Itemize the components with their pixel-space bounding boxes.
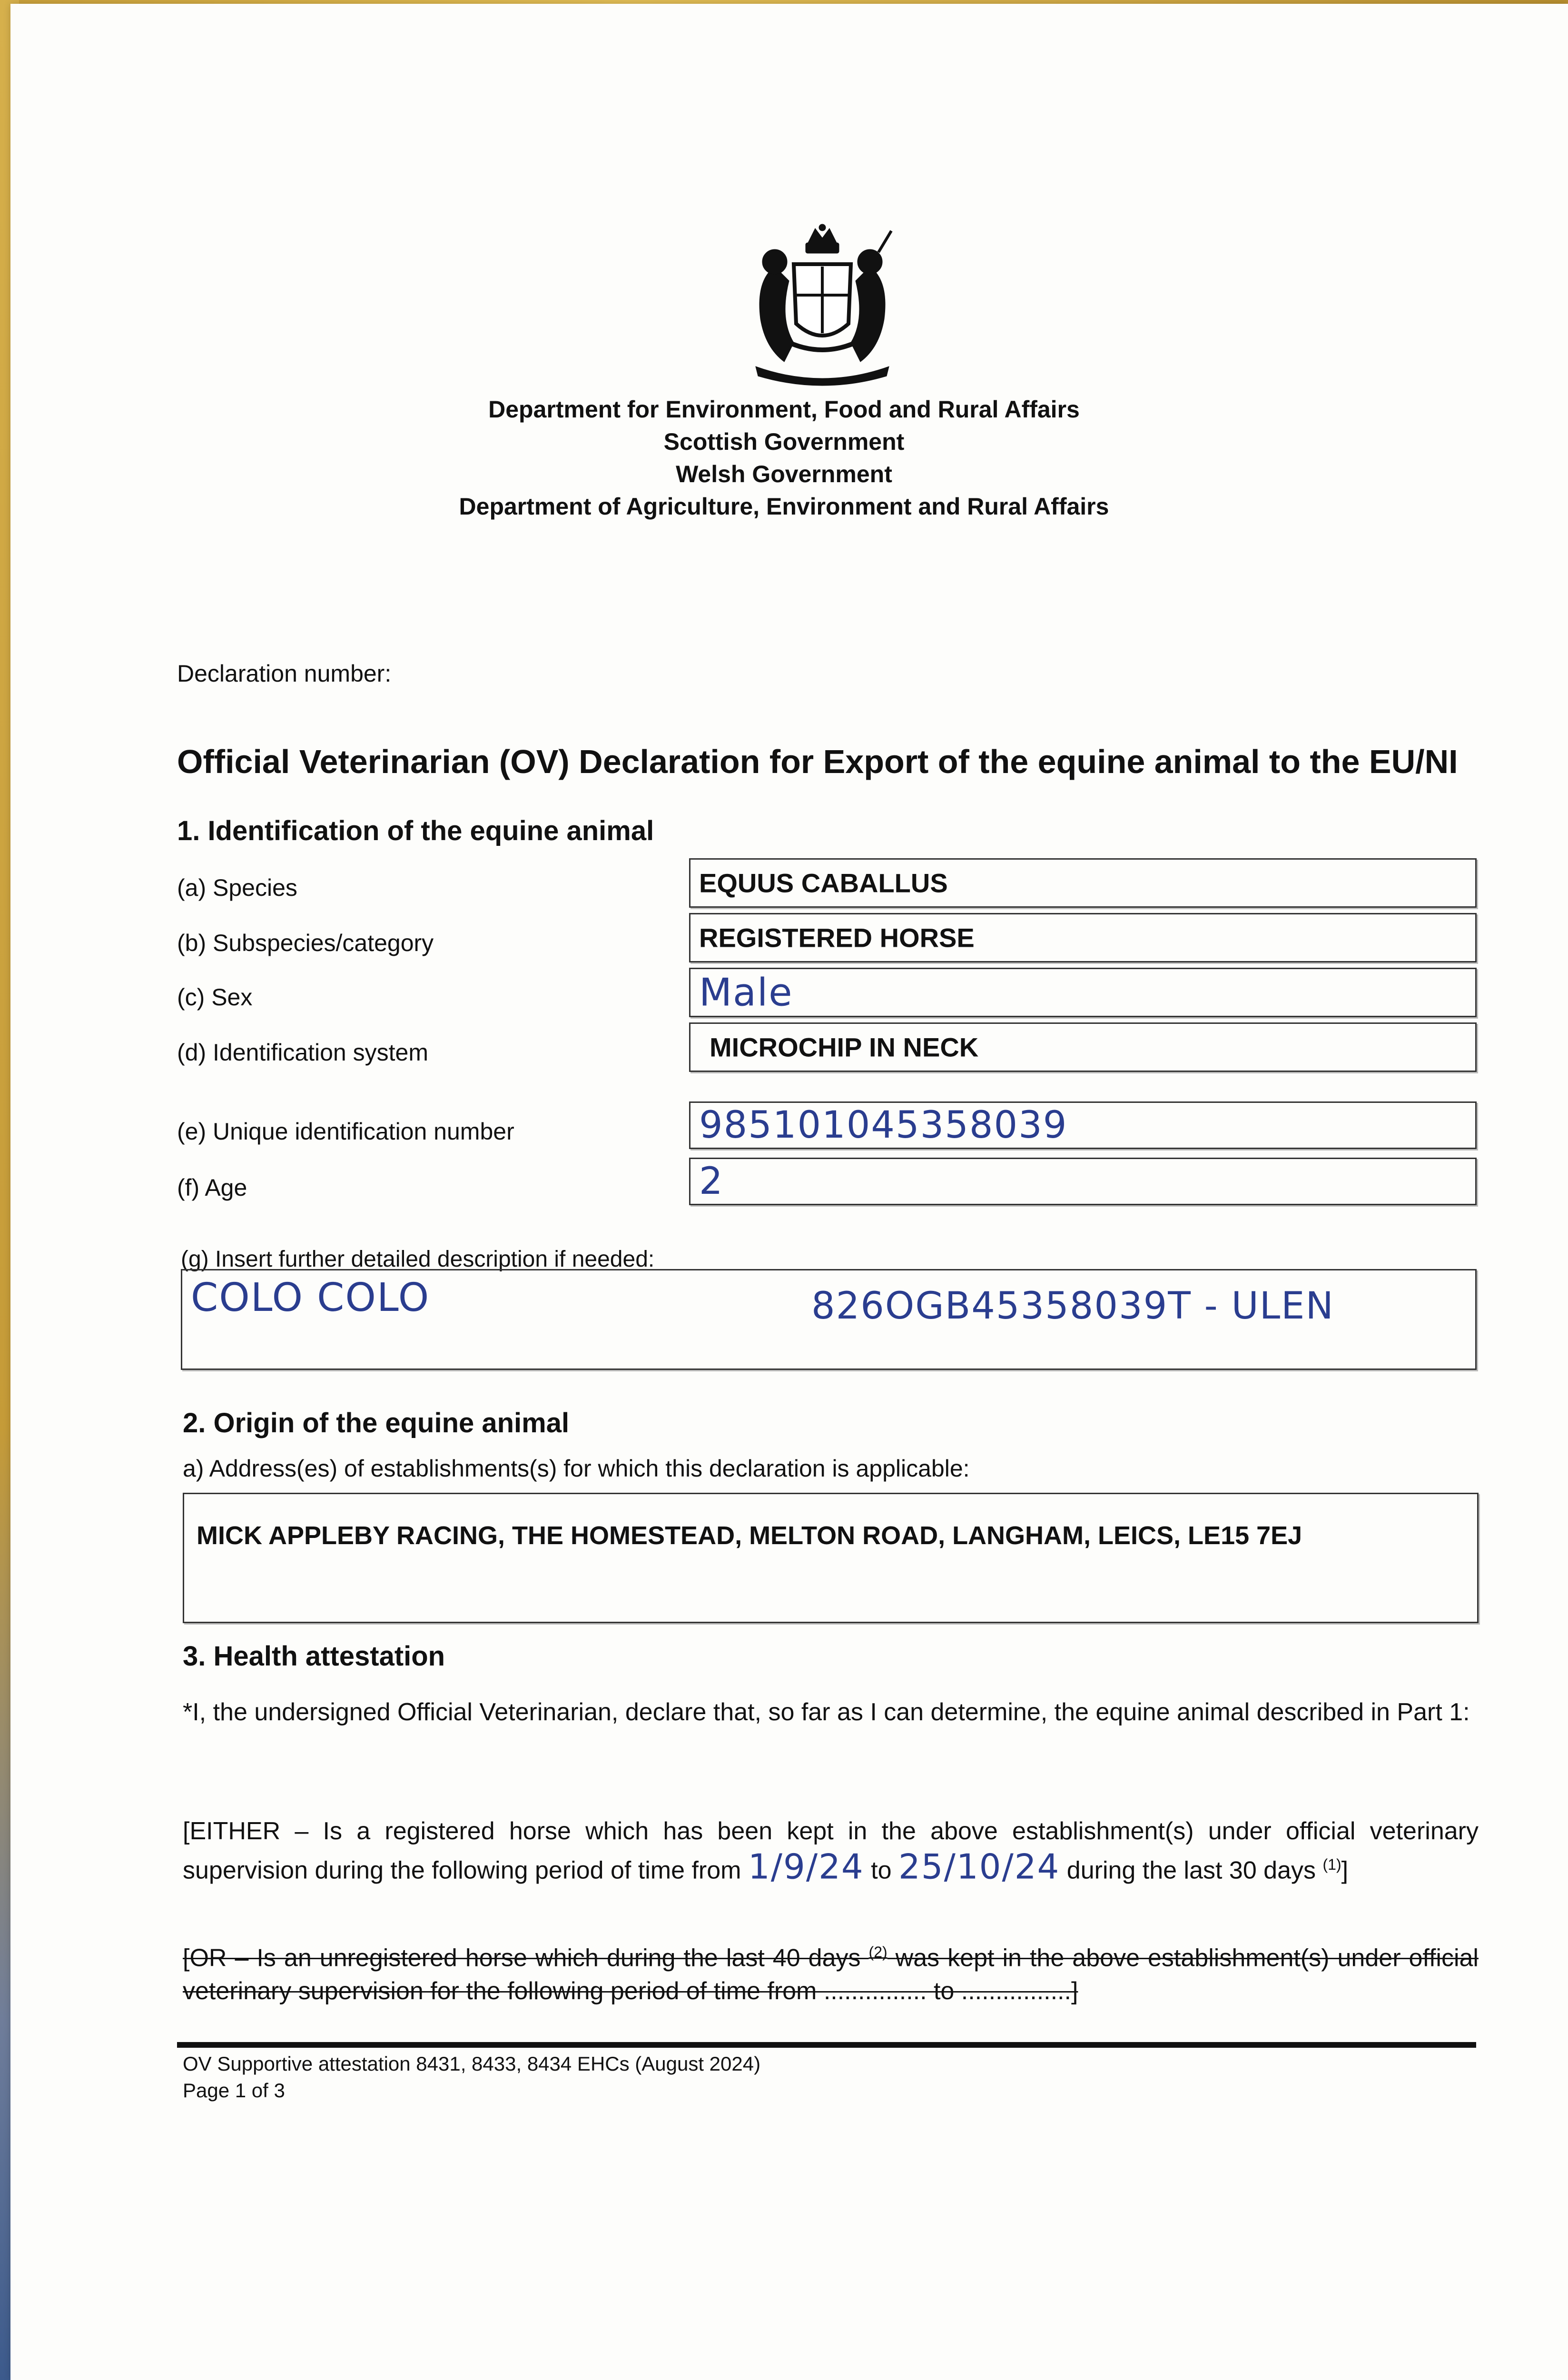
either-text-start: [EITHER – Is a registered horse which has been kept in the above establishment(s) under official veterinary supervision during the following period of time from <box>183 1817 1479 1884</box>
section-2-heading: 2. Origin of the equine animal <box>183 1408 570 1438</box>
species-value: EQUUS CABALLUS <box>699 868 948 898</box>
sex-field[interactable] <box>689 968 1477 1017</box>
unique-id-field[interactable] <box>689 1101 1477 1149</box>
age-label: (f) Age <box>177 1174 247 1201</box>
subspecies-field[interactable] <box>689 913 1477 962</box>
department-line-4: Department of Agriculture, Environment and Rural Affairs <box>459 493 1109 520</box>
identification-system-field[interactable] <box>689 1022 1477 1072</box>
description-name: COLO COLO <box>191 1275 430 1320</box>
or-footnote: (2) <box>868 1944 888 1961</box>
either-text-end: during the last 30 days <box>1066 1856 1316 1884</box>
section-1-heading: 1. Identification of the equine animal <box>177 815 654 846</box>
or-text-start: [OR – Is an unregistered horse which during the last 40 days <box>183 1944 861 1972</box>
subspecies-value: REGISTERED HORSE <box>699 922 975 953</box>
either-to: to <box>871 1856 892 1884</box>
description-label: (g) Insert further detailed description if needed: <box>181 1247 655 1272</box>
department-line-2: Scottish Government <box>663 428 905 455</box>
attestation-intro: *I, the undersigned Official Veterinarian, declare that, so far as I can determine, the equine animal described in Part 1: <box>183 1698 1470 1726</box>
description-code: 826OGB45358039T - ULEN <box>811 1285 1334 1328</box>
identification-system-value: MICROCHIP IN NECK <box>710 1032 979 1062</box>
royal-coat-of-arms-icon <box>727 224 917 390</box>
address-field[interactable] <box>183 1493 1479 1623</box>
age-field[interactable] <box>689 1158 1477 1205</box>
either-clause <box>183 1815 1479 1887</box>
sex-value: Male <box>699 970 793 1015</box>
either-close: ] <box>1341 1856 1349 1884</box>
species-label: (a) Species <box>177 874 297 901</box>
age-value: 2 <box>699 1160 724 1203</box>
footer-page-number: Page 1 of 3 <box>183 2079 285 2102</box>
section-2-sub-label: a) Address(es) of establishments(s) for which this declaration is applicable: <box>183 1455 970 1482</box>
identification-system-label: (d) Identification system <box>177 1039 428 1066</box>
date-to: 25/10/24 <box>898 1846 1060 1887</box>
species-field[interactable] <box>689 858 1477 908</box>
department-line-3: Welsh Government <box>676 461 892 487</box>
section-3-heading: 3. Health attestation <box>183 1641 445 1672</box>
declaration-number-label: Declaration number: <box>177 660 392 687</box>
footer-attestation: OV Supportive attestation 8431, 8433, 8434 EHCs (August 2024) <box>183 2053 761 2075</box>
department-line-1: Department for Environment, Food and Rural Affairs <box>488 396 1080 423</box>
sex-label: (c) Sex <box>177 984 253 1011</box>
or-clause <box>183 1935 1479 2008</box>
either-footnote: (1) <box>1322 1856 1341 1873</box>
unique-id-label: (e) Unique identification number <box>177 1118 514 1145</box>
document-title: Official Veterinarian (OV) Declaration for Export of the equine animal to the EU/NI <box>177 743 1458 780</box>
description-field[interactable] <box>181 1269 1477 1370</box>
or-text-end: was kept in the above establishment(s) under official veterinary supervision for the following period of time from ............... to ................] <box>183 1944 1479 2005</box>
subspecies-label: (b) Subspecies/category <box>177 930 434 956</box>
address-value: MICK APPLEBY RACING, THE HOMESTEAD, MELTON ROAD, LANGHAM, LEICS, LE15 7EJ <box>197 1521 1302 1550</box>
unique-id-value: 985101045358039 <box>699 1104 1068 1147</box>
footer-divider <box>177 2042 1476 2048</box>
date-from: 1/9/24 <box>748 1846 864 1887</box>
